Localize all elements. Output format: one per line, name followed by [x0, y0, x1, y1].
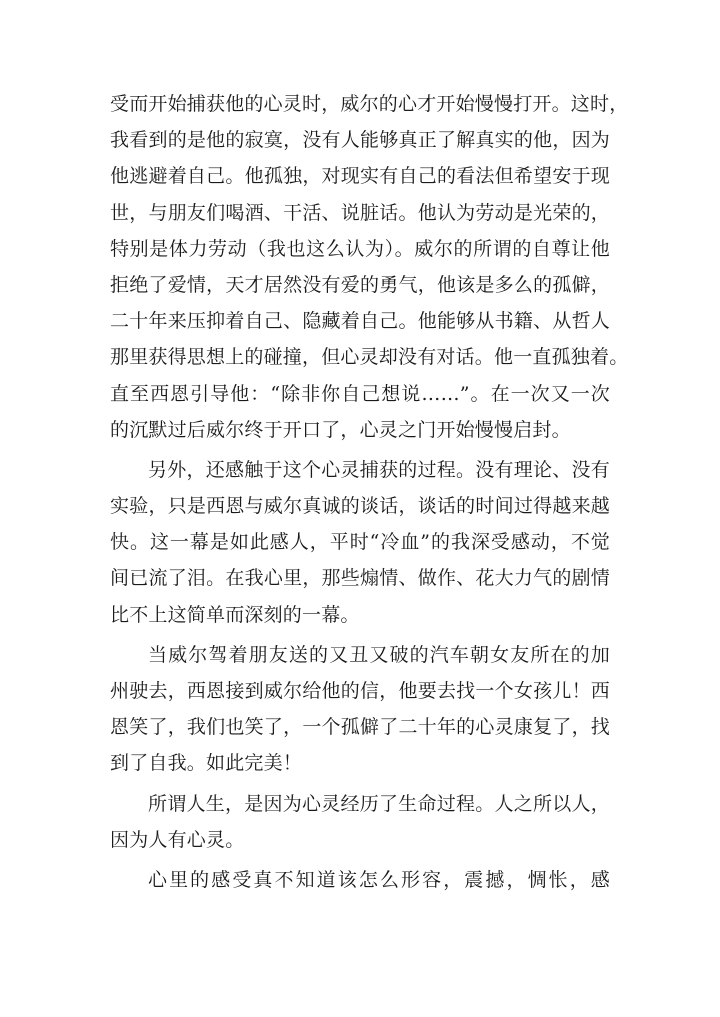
paragraph	[110, 452, 610, 633]
text-line: 他逃避着自己。他孤独，对现实有自己的看法但希望安于现	[110, 165, 610, 188]
text-line: 拒绝了爱情，天才居然没有爱的勇气，他该是多么的孤僻，	[110, 273, 610, 296]
text-line: 比不上这简单而深刻的一幕。	[110, 603, 360, 626]
text-line: 二十年来压抑着自己、隐藏着自己。他能够从书籍、从哲人	[110, 310, 610, 333]
text-line: 当威尔驾着朋友送的又丑又破的汽车朝女友所在的加	[148, 643, 610, 666]
text-line: 州驶去，西恩接到威尔给他的信，他要去找一个女孩儿！西	[110, 680, 610, 702]
text-line: 我看到的是他的寂寞，没有人能够真正了解真实的他，因为	[110, 129, 610, 152]
text-line: 间已流了泪。在我心里，那些煽情、做作、花大力气的剧情	[110, 567, 610, 590]
text-line: 特别是体力劳动（我也这么认为）。威尔的所谓的自尊让他	[110, 237, 610, 260]
text-line: 心里的感受真不知道该怎么形容，震撼，惆怅，感	[148, 868, 610, 891]
text-line: 到了自我。如此完美！	[110, 752, 303, 775]
paragraph	[110, 86, 629, 448]
text-line: 的沉默过后威尔终于开口了，心灵之门开始慢慢启封。	[110, 418, 571, 441]
document-body	[110, 86, 629, 898]
text-line: 因为人有心灵。	[110, 828, 245, 851]
text-line: 实验，只是西恩与威尔真诚的谈话，谈话的时间过得越来越	[110, 495, 610, 518]
paragraph	[110, 786, 610, 858]
text-line: 所谓人生，是因为心灵经历了生命过程。人之所以人，	[148, 792, 610, 815]
text-line: 那里获得思想上的碰撞，但心灵却没有对话。他一直孤独着。	[110, 346, 629, 369]
paragraph	[110, 862, 610, 898]
paragraph	[110, 637, 610, 782]
text-line: 恩笑了，我们也笑了，一个孤僻了二十年的心灵康复了，找	[110, 716, 610, 739]
text-line: 另外，还感触于这个心灵捕获的过程。没有理论、没有	[148, 458, 610, 481]
text-line: 世，与朋友们喝酒、干活、说脏话。他认为劳动是光荣的，	[110, 201, 610, 224]
text-line: 受而开始捕获他的心灵时，威尔的心才开始慢慢打开。这时，	[110, 93, 629, 115]
text-line: 快。这一幕是如此感人，平时“冷血”的我深受感动，不觉	[110, 531, 610, 554]
text-line: 直至西恩引导他：“除非你自己想说……”。在一次又一次	[110, 382, 610, 405]
